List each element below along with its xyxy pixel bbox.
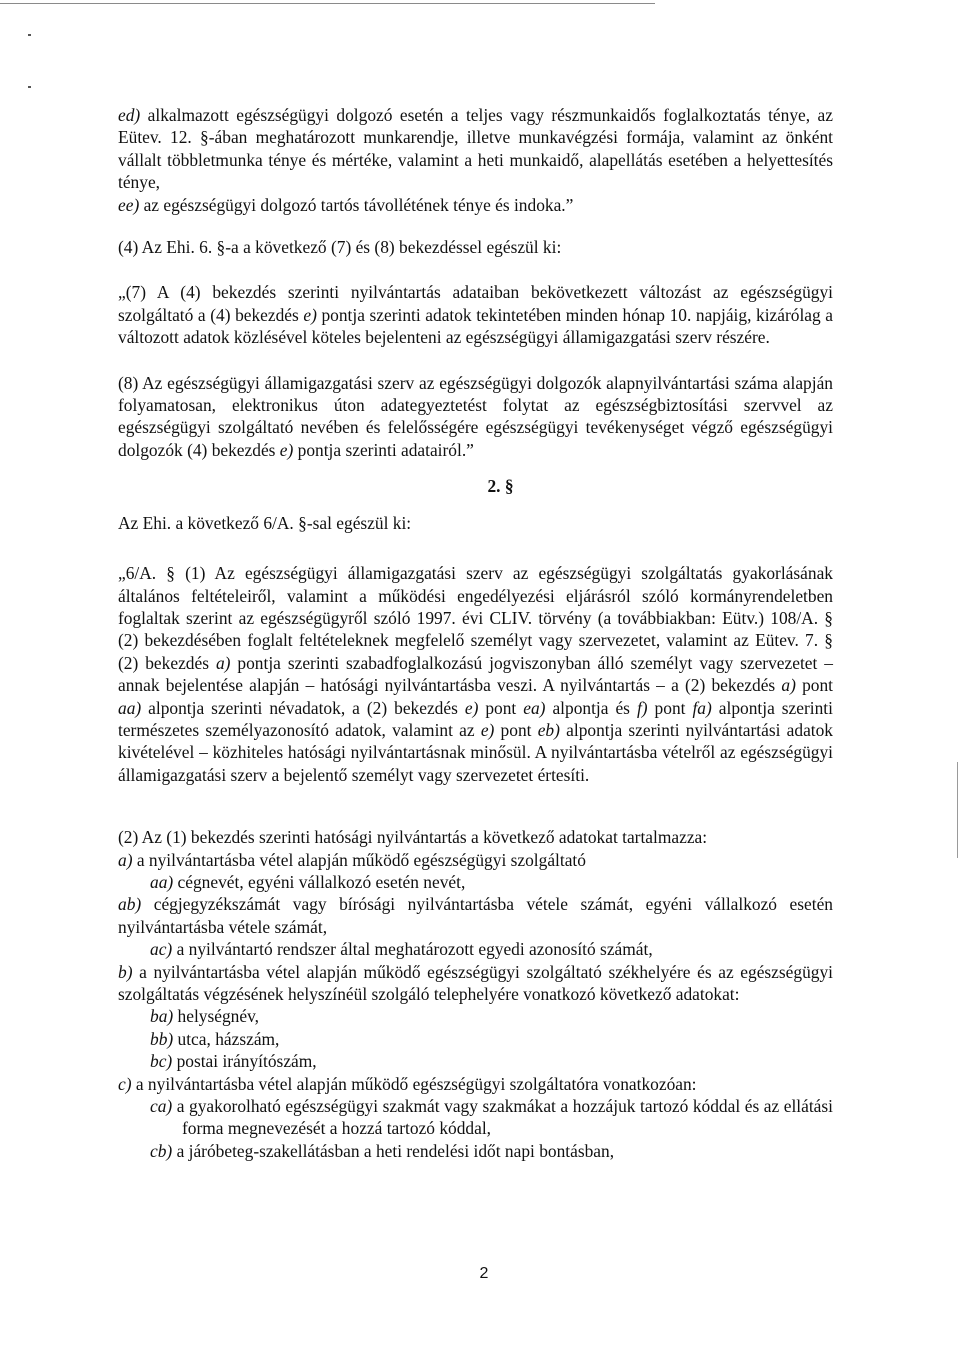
section-heading: 2. § bbox=[487, 476, 514, 497]
list-item-ca: ca) a gyakorolható egészségügyi szakmát vagy szakmákat a hozzájuk tartozó kóddal és az ellátási forma megnevezését a hozzá tartozó kóddal, bbox=[150, 1096, 833, 1139]
list-item-a: a) a nyilvántartásba vétel alapján működő egészségügyi szolgáltató bbox=[118, 849, 586, 870]
section-intro-paragraph: Az Ehi. a következő 6/A. §-sal egészül ki: bbox=[118, 512, 412, 533]
item-marker: cb) bbox=[150, 1140, 173, 1161]
item-marker: ab) bbox=[118, 894, 142, 915]
section-6a-paragraph: „6/A. § (1) Az egészségügyi államigazgatási szerv az egészségügyi szolgáltatás gyakorlásának általános feltételeiről, valamint a működési engedélyezési eljárásról szóló kormányrendeletben foglaltak szerint az egészségügyről szóló 1997. évi CLIV. törvény (a továbbiakban: Eütv.) 108/A. § (2) bekezdésében foglalt feltételeknek megfelelő személyt vagy szervezetet, valamint az Eütev. 7. § (2) bekezdés a) pontja szerinti szabadfoglalkozású jogviszonyban álló személyt vagy szervezetet – annak bejelentése alapján – hatósági nyilvántartásba veszi. A nyilvántartás – a (2) bekezdés a) pont aa) alpontja szerinti névadatok, a (2) bekezdés e) pont ea) alpontja és f) pont fa) alpontja szerinti természetes személyazonosító adatok, valamint az e) pont eb) alpontja szerinti nyilvántartási adatok kivételével – közhiteles hatósági nyilvántartásnak minősül. A nyilvántartásba vételről az egészségügyi államigazgatási szerv a bejelentő személyt vagy szervezetet értesíti. bbox=[118, 563, 834, 785]
item-marker: ac) bbox=[150, 939, 173, 960]
list-item-c: c) a nyilvántartásba vétel alapján működő egészségügyi szolgáltatóra vonatkozóan: bbox=[118, 1073, 697, 1094]
point-ed-paragraph: ed) alkalmazott egészségügyi dolgozó esetén a teljes vagy részmunkaidős foglalkoztatás ténye, az Eütev. 12. §-ában meghatározott munkarendje, illetve munkavégzési formája, valamint az önként vállalt többletmunka ténye és mértéke, valamint a heti munkaidő, alapellátás esetében a helyettesítés ténye, bbox=[118, 105, 833, 193]
page-number: 2 bbox=[479, 1265, 489, 1282]
subsection-7-paragraph: „(7) A (4) bekezdés szerinti nyilvántartás adataiban bekövetkezett változást az egészségügyi szolgáltató a (4) bekezdés e) pontja szerinti adatok tekintetében minden hónap 10. napjáig, kizárólag a változott adatok közlésével köteles bejelenteni az egészségügyi államigazgatási szerv részére. bbox=[118, 282, 834, 348]
item-marker: fa) bbox=[692, 697, 712, 718]
item-marker: ed) bbox=[118, 105, 141, 125]
item-marker: c) bbox=[118, 1073, 132, 1094]
item-marker: a) bbox=[215, 652, 231, 673]
document-page bbox=[118, 104, 833, 1162]
item-marker: bb) bbox=[150, 1028, 174, 1049]
list-item-b: b) a nyilvántartásba vétel alapján működő egészségügyi szolgáltató székhelyére és az egészségügyi szolgáltatás végzésének helyszínéül szolgáló telephelyére vonatkozó következő adatokat: bbox=[118, 961, 833, 1004]
list-item-ac: ac) a nyilvántartó rendszer által meghatározott egyedi azonosító számát, bbox=[150, 939, 653, 960]
item-marker: a) bbox=[781, 675, 796, 696]
scan-speck bbox=[28, 86, 31, 88]
item-marker: e) bbox=[279, 439, 294, 460]
list-item-cb: cb) a járóbeteg-szakellátásban a heti rendelési időt napi bontásban, bbox=[150, 1140, 615, 1161]
subsection-2-intro: (2) Az (1) bekezdés szerinti hatósági nyilvántartás a következő adatokat tartalmazza: bbox=[118, 827, 708, 848]
item-marker: ea) bbox=[523, 697, 546, 718]
item-marker: e) bbox=[464, 697, 479, 718]
item-marker: aa) bbox=[150, 871, 174, 892]
scan-top-rule bbox=[0, 3, 655, 4]
subsection-8-paragraph: (8) Az egészségügyi államigazgatási szerv az egészségügyi dolgozók alapnyilvántartási száma alapján folyamatosan, elektronikus úton adategyeztetést folytat az egészségbiztosítási szervvel az egészségügyi szolgáltató nevében és felelősségére egészségügyi tevékenységet végző egészségügyi dolgozók (4) bekezdés e) pontja szerinti adatairól.” bbox=[118, 372, 833, 460]
list-item-aa: aa) cégnevét, egyéni vállalkozó esetén nevét, bbox=[150, 871, 466, 892]
amendment-intro-paragraph: (4) Az Ehi. 6. §-a a következő (7) és (8) bekezdéssel egészül ki: bbox=[118, 237, 562, 258]
item-marker: ca) bbox=[150, 1096, 173, 1117]
scan-speck bbox=[28, 34, 31, 36]
list-item-bb: bb) utca, házszám, bbox=[150, 1028, 280, 1049]
item-marker: f) bbox=[636, 697, 648, 718]
item-marker: aa) bbox=[118, 697, 142, 718]
item-marker: e) bbox=[303, 304, 317, 325]
scan-edge-line bbox=[957, 762, 958, 858]
item-marker: bc) bbox=[150, 1051, 173, 1072]
list-item-ba: ba) helységnév, bbox=[150, 1006, 259, 1027]
item-marker: ba) bbox=[150, 1006, 174, 1027]
point-ee-paragraph: ee) az egészségügyi dolgozó tartós távollétének ténye és indoka.” bbox=[118, 194, 574, 215]
item-marker: a) bbox=[118, 849, 133, 870]
item-marker: ee) bbox=[118, 194, 140, 215]
list-item-bc: bc) postai irányítószám, bbox=[150, 1051, 317, 1072]
item-marker: e) bbox=[480, 719, 495, 740]
item-marker: b) bbox=[118, 961, 133, 982]
item-marker: eb) bbox=[537, 719, 560, 740]
list-item-ab: ab) cégjegyzékszámát vagy bírósági nyilvántartásba vétele számát, egyéni vállalkozó esetén nyilvántartásba vétele számát, bbox=[118, 894, 833, 937]
